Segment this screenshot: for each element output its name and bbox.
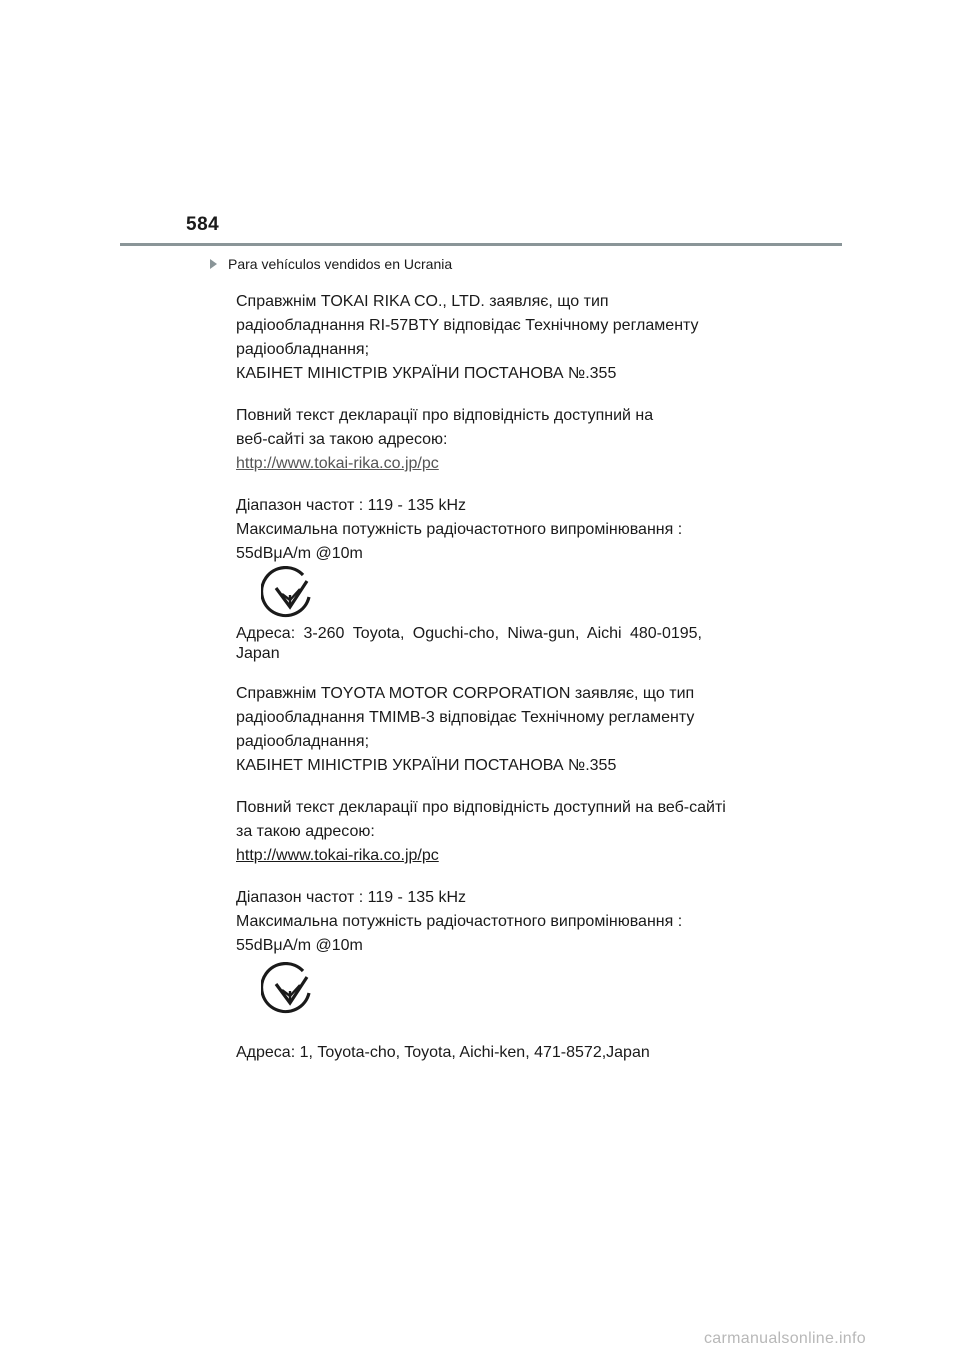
statement-line: КАБІНЕТ МІНІСТРІВ УКРАЇНИ ПОСТАНОВА №.355 xyxy=(236,757,617,774)
spec-line: 55dBμA/m @10m xyxy=(236,545,363,562)
fulltext-line: Повний текст декларації про відповідність доступний на xyxy=(236,407,654,424)
ukraine-conformity-mark-icon xyxy=(261,962,317,1018)
statement-line: радіообладнання RI-57BTY відповідає Технічному регламенту xyxy=(236,317,699,334)
spec-line: Максимальна потужність радіочастотного випромінювання : xyxy=(236,521,683,538)
statement-line: радіообладнання; xyxy=(236,341,370,358)
statement-line: КАБІНЕТ МІНІСТРІВ УКРАЇНИ ПОСТАНОВА №.355 xyxy=(236,365,617,382)
declaration-link[interactable]: http://www.tokai-rika.co.jp/pc xyxy=(236,847,439,864)
spec-line: Діапазон частот : 119 - 135 kHz xyxy=(236,497,467,514)
declaration-link[interactable]: http://www.tokai-rika.co.jp/pc xyxy=(236,455,439,472)
address-tokai-rika: Адреса: 3-260 Toyota, Oguchi-cho, Niwa-gun, Aichi 480-0195, xyxy=(236,625,702,642)
fulltext-line: за такою адресою: xyxy=(236,823,375,840)
section-heading-text: Para vehículos vendidos en Ucrania xyxy=(228,256,453,272)
declaration-tokai-rika xyxy=(236,290,726,566)
statement-line: Справжнім TOKAI RIKA CO., LTD. заявляє, що тип xyxy=(236,293,609,310)
ukraine-conformity-mark-icon xyxy=(261,566,317,622)
fulltext-line: веб-сайті за такою адресою: xyxy=(236,431,448,448)
address-toyota-motor: Адреса: 1, Toyota-cho, Toyota, Aichi-ken, 471-8572,Japan xyxy=(236,1044,650,1061)
statement-line: радіообладнання; xyxy=(236,733,370,750)
address-tokai-rika-country: Japan xyxy=(236,645,280,662)
triangle-bullet-icon xyxy=(210,259,217,269)
footer-watermark: carmanualsonline.info xyxy=(704,1330,866,1347)
statement-line: радіообладнання TMIMB-3 відповідає Технічному регламенту xyxy=(236,709,695,726)
page-number: 584 xyxy=(186,214,220,235)
header-rule xyxy=(120,243,842,246)
section-heading xyxy=(210,256,452,272)
spec-line: Максимальна потужність радіочастотного випромінювання : xyxy=(236,913,683,930)
fulltext-line: Повний текст декларації про відповідність доступний на веб-сайті xyxy=(236,799,726,816)
spec-line: Діапазон частот : 119 - 135 kHz xyxy=(236,889,467,906)
spec-line: 55dBμA/m @10m xyxy=(236,937,363,954)
declaration-toyota-motor xyxy=(236,682,726,958)
statement-line: Справжнім TOYOTA MOTOR CORPORATION заявляє, що тип xyxy=(236,685,695,702)
